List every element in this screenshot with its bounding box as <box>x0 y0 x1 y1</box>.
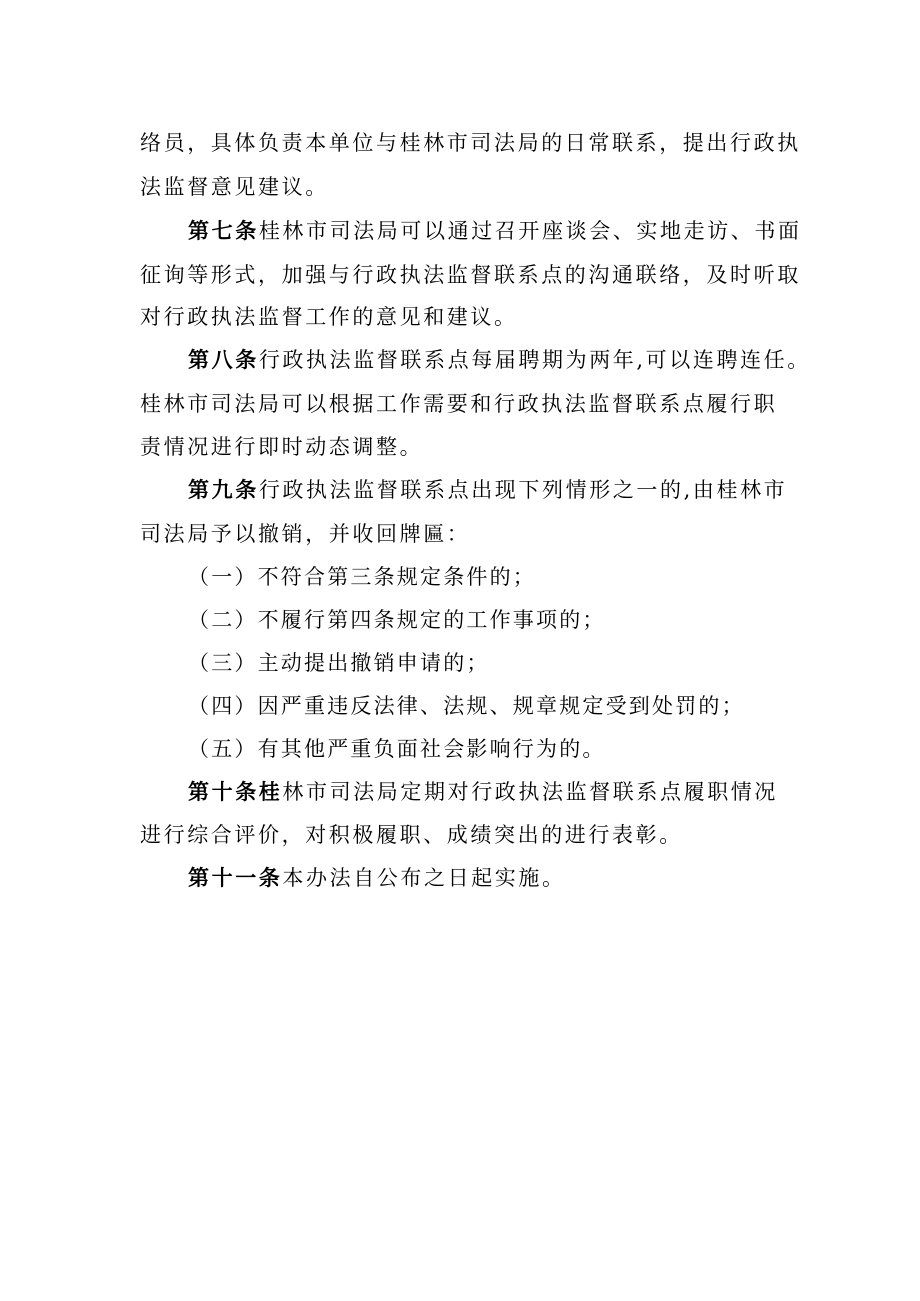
art7-line-2: 征询等形式，加强与行政执法监督联系点的沟通联络，及时听取 <box>140 263 801 287</box>
art9-heading: 第九条 <box>188 478 259 502</box>
art11-heading: 第十一条 <box>188 866 283 890</box>
art7-heading: 第七条 <box>188 219 259 243</box>
art8-line-3: 责情况进行即时动态调整。 <box>140 435 424 459</box>
art7-line-1 <box>188 216 838 246</box>
art6-line-1: 络员，具体负责本单位与桂林市司法局的日常联系，提出行政执 <box>140 131 801 155</box>
art11-text-1: 本办法自公布之日起实施。 <box>282 866 566 890</box>
art9-item-3: （三）主动提出撤销申请的； <box>188 651 490 675</box>
art10-line-2: 进行综合评价，对积极履职、成绩突出的进行表彰。 <box>140 823 683 847</box>
art9-text-1: 行政执法监督联系点出现下列情形之一的,由桂林市 <box>258 478 788 502</box>
art7-text-1: 桂林市司法局可以通过召开座谈会、实地走访、书面 <box>258 219 802 243</box>
art9-item-5: （五）有其他严重负面社会影响行为的。 <box>188 737 606 761</box>
art9-item-4: （四）因严重违反法律、法规、规章规定受到处罚的； <box>188 694 745 718</box>
art11-line-1 <box>188 863 838 893</box>
art8-text-1: 行政执法监督联系点每届聘期为两年,可以连聘连任。 <box>258 348 811 372</box>
art9-item-1: （一）不符合第三条规定条件的； <box>188 565 536 589</box>
art9-line-2: 司法局予以撤销，并收回牌匾： <box>140 522 471 546</box>
art10-heading: 第十条桂 <box>188 780 283 804</box>
art9-line-1 <box>188 475 838 505</box>
art8-heading: 第八条 <box>188 348 259 372</box>
art10-line-1 <box>188 777 838 807</box>
art8-line-2: 桂林市司法局可以根据工作需要和行政执法监督联系点履行职 <box>140 392 778 416</box>
art9-item-2: （二）不履行第四条规定的工作事项的； <box>188 608 606 632</box>
art6-line-2: 法监督意见建议。 <box>140 175 329 199</box>
art8-line-1 <box>188 345 838 375</box>
art10-text-1: 林市司法局定期对行政执法监督联系点履职情况 <box>282 780 779 804</box>
art7-line-3: 对行政执法监督工作的意见和建议。 <box>140 305 518 329</box>
